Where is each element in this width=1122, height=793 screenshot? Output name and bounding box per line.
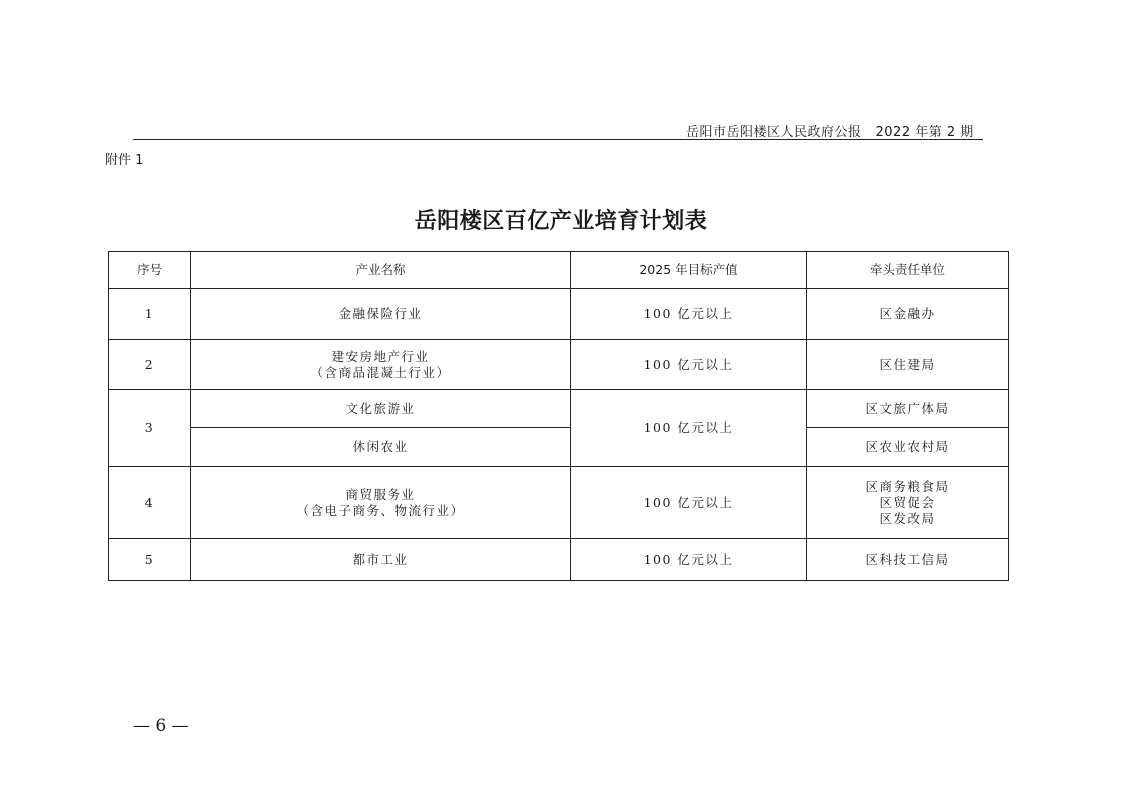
- issue-number: 2022 年第 2 期: [875, 125, 974, 140]
- table-row: [109, 289, 1009, 340]
- table-row: [109, 340, 1009, 390]
- target-value: 100 亿元以上: [571, 340, 807, 390]
- row-index: 1: [109, 289, 191, 340]
- lead-unit-line: 区科技工信局: [865, 551, 950, 567]
- industry-plan-table: [108, 251, 1009, 581]
- column-header-target: 2025 年目标产值: [571, 252, 807, 289]
- publication-name: 岳阳市岳阳楼区人民政府公报: [686, 125, 862, 140]
- table-row: [109, 467, 1009, 539]
- industry-name-note: （含电子商务、物流行业）: [296, 502, 465, 518]
- row-index: 3: [109, 390, 191, 467]
- page-number: — 6 —: [133, 716, 189, 736]
- lead-unit-line: 区商务粮食局: [865, 478, 950, 494]
- industry-name: 文化旅游业: [191, 390, 571, 428]
- lead-unit: [807, 539, 1009, 581]
- target-value: 100 亿元以上: [571, 390, 807, 467]
- industry-name: 休闲农业: [191, 428, 571, 467]
- industry-name-line: 商贸服务业: [345, 486, 416, 502]
- lead-unit-line: 区贸促会: [879, 494, 936, 510]
- lead-unit-line: 区住建局: [879, 356, 936, 372]
- table-row: [109, 428, 1009, 467]
- industry-name: [191, 539, 571, 581]
- header-divider: [133, 139, 983, 140]
- lead-unit-line: 区金融办: [879, 306, 936, 321]
- industry-name-line: 都市工业: [352, 551, 409, 567]
- industry-name-line: 金融保险行业: [338, 306, 423, 321]
- page-title: 岳阳楼区百亿产业培育计划表: [414, 208, 708, 234]
- table-header-row: [109, 252, 1009, 289]
- row-index: 2: [109, 340, 191, 390]
- row-index: 5: [109, 539, 191, 581]
- industry-name-note: （含商品混凝土行业）: [310, 364, 451, 380]
- industry-name: [191, 340, 571, 390]
- industry-name: [191, 467, 571, 539]
- lead-unit: [807, 467, 1009, 539]
- lead-unit: 区农业农村局: [807, 428, 1009, 467]
- target-value: 100 亿元以上: [571, 467, 807, 539]
- target-value: 100 亿元以上: [571, 539, 807, 581]
- lead-unit: [807, 340, 1009, 390]
- row-index: 4: [109, 467, 191, 539]
- table-row: [109, 539, 1009, 581]
- industry-name: [191, 289, 571, 340]
- lead-unit-line: 区发改局: [879, 510, 936, 526]
- column-header-industry: 产业名称: [191, 252, 571, 289]
- target-value: 100 亿元以上: [571, 289, 807, 340]
- column-header-index: 序号: [109, 252, 191, 289]
- industry-name-line: 建安房地产行业: [331, 348, 430, 364]
- lead-unit: [807, 289, 1009, 340]
- lead-unit: 区文旅广体局: [807, 390, 1009, 428]
- column-header-unit: 牵头责任单位: [807, 252, 1009, 289]
- running-header: [686, 121, 974, 140]
- table-row: [109, 390, 1009, 428]
- attachment-label: 附件 1: [105, 153, 144, 168]
